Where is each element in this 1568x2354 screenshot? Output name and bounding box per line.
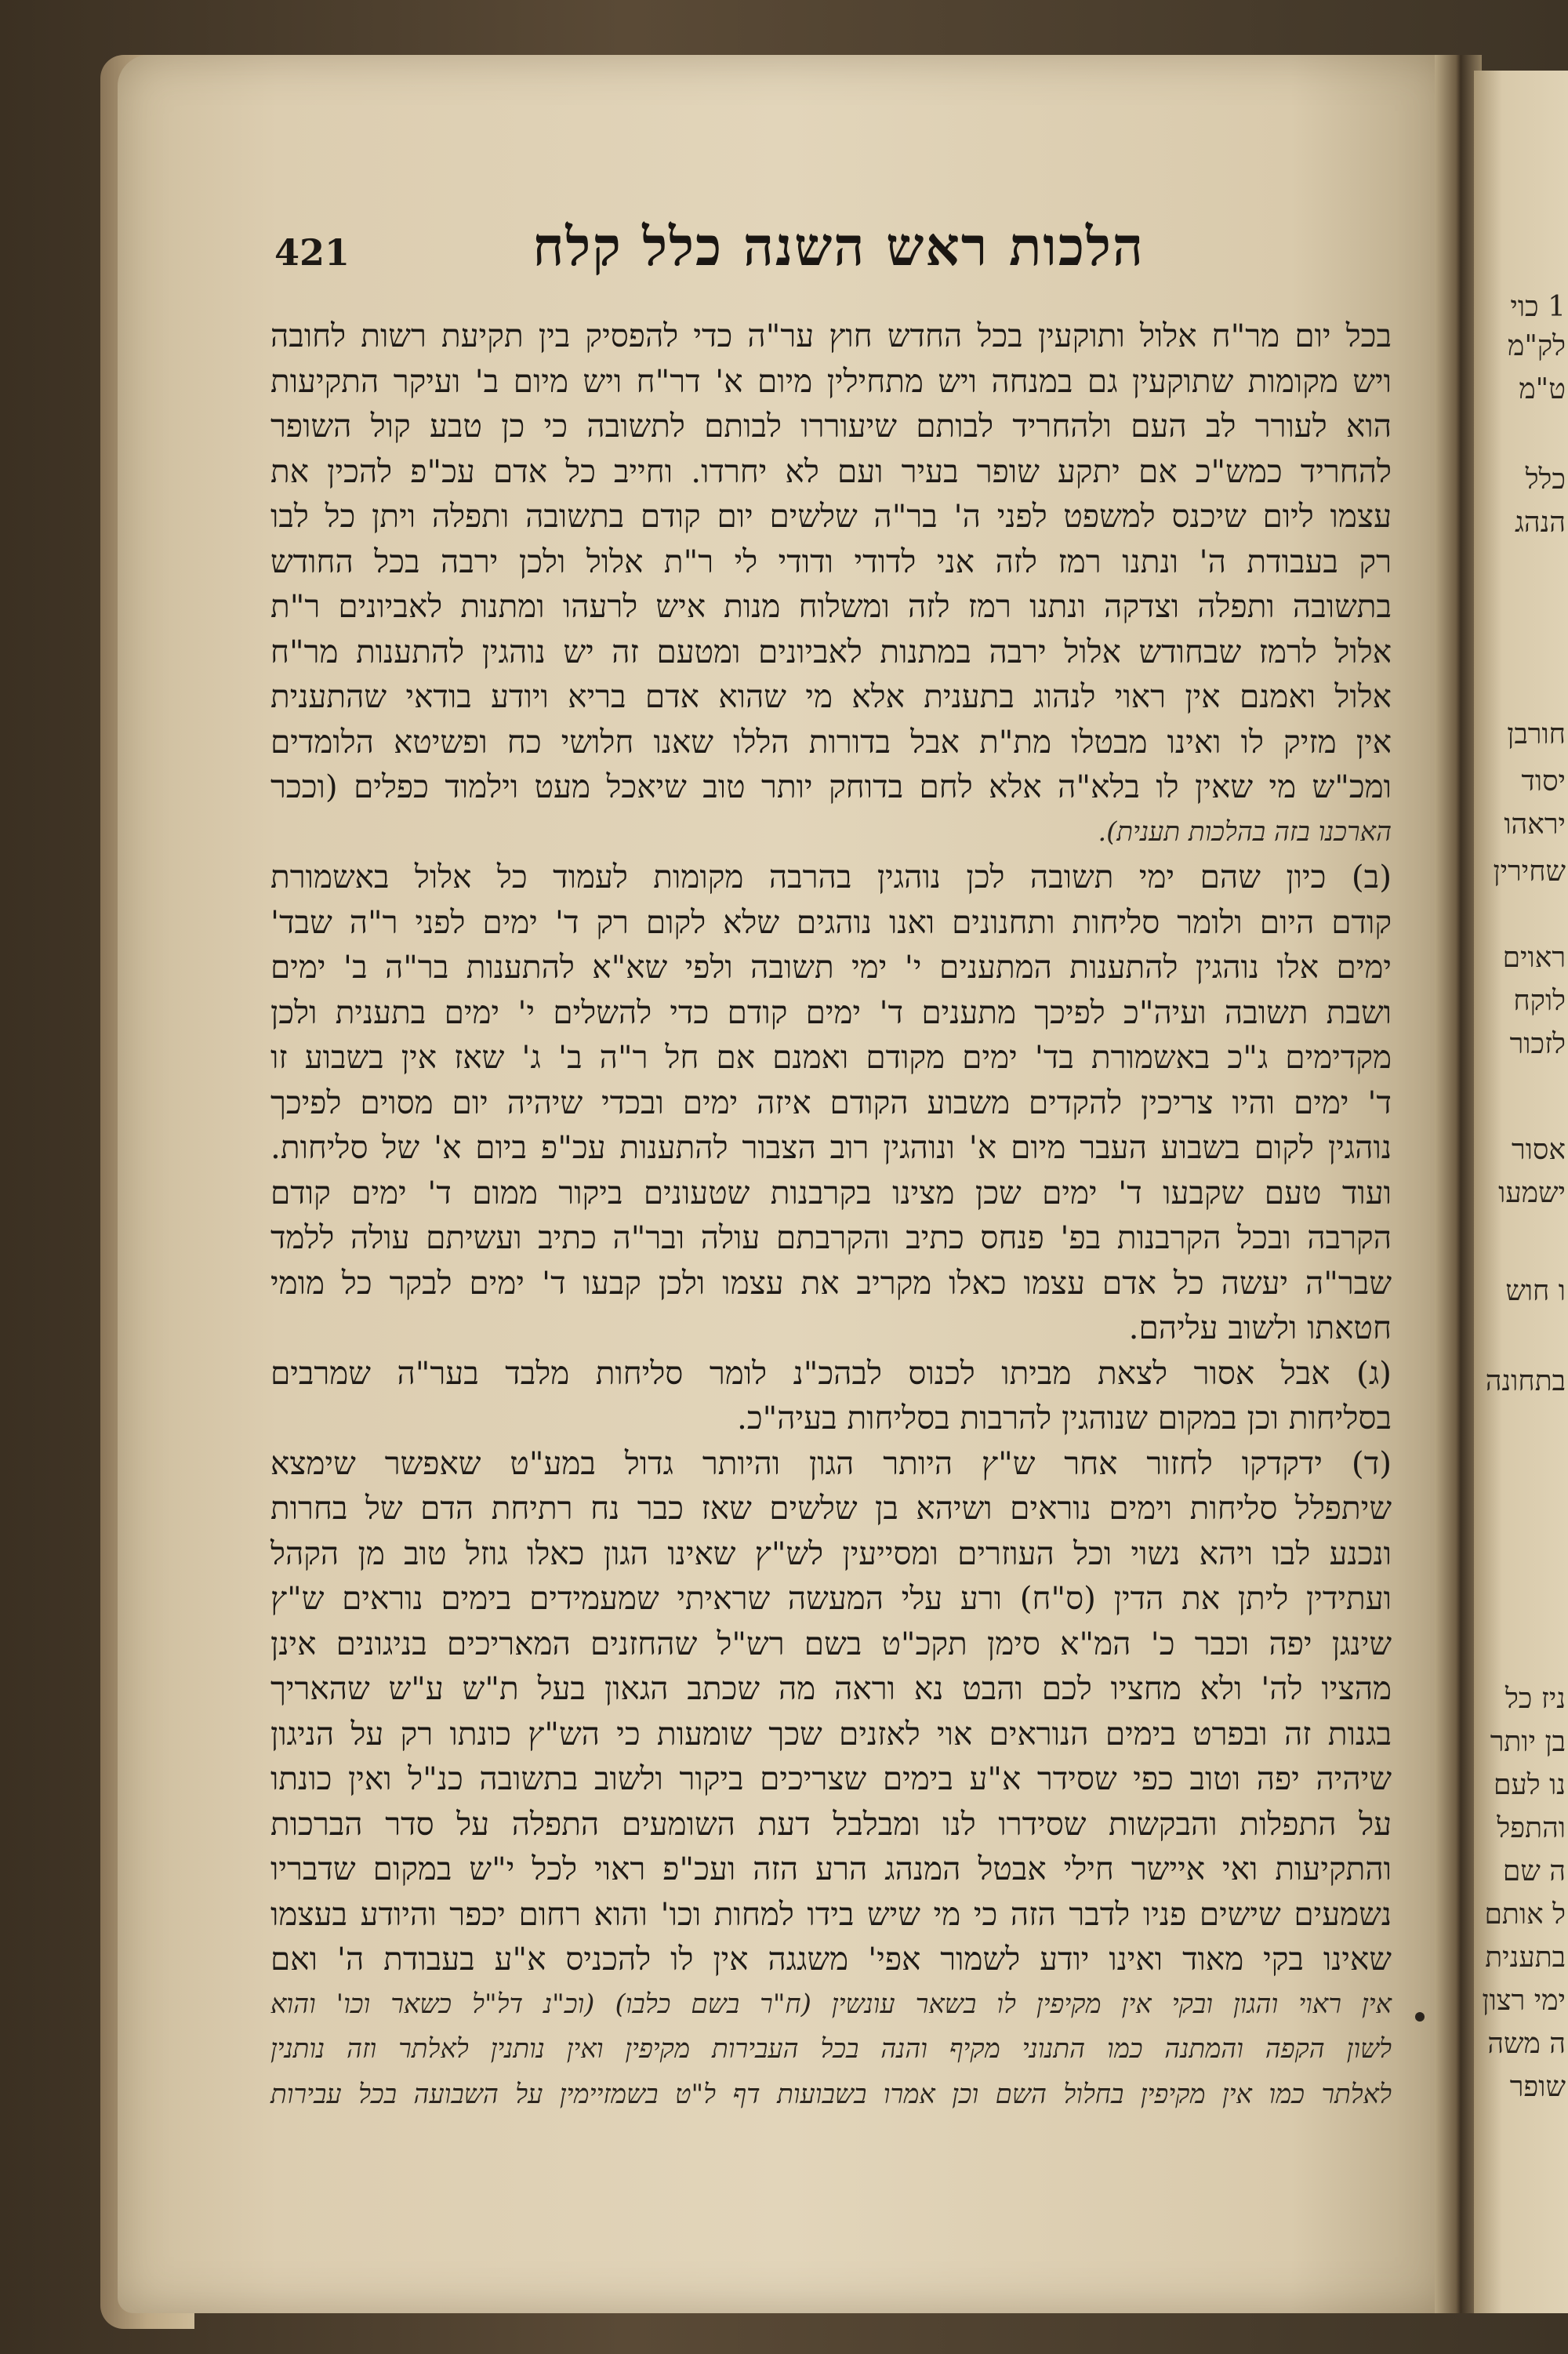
text-line: ויש מקומות שתוקעין גם במנחה ויש מתחילין מיום א' דר"ח ויש מיום ב' ועיקר התקיעות xyxy=(270,361,1392,400)
text-line: אלול ואמנם אין ראוי לנהוג בתענית אלא מי שהוא אדם בריא ויודע בודאי שהתענית xyxy=(270,678,1392,715)
next-page-fragment: והתפל xyxy=(1497,1812,1566,1844)
text-line: ושבת תשובה ועיה"כ לפיכך מתענים ד' ימים קודם כדי להשלים י' ימים בתענית ולכן xyxy=(270,993,1392,1031)
next-page-text xyxy=(1482,274,1566,2235)
text-line: לאלתר כמו אין מקיפין בחלול השם וכן אמרו בשבועות דף ל"ט בשמזיימין על השבועה בכל עבירות xyxy=(270,2078,1392,2110)
text-line: חטאתו ולשוב עליהם. xyxy=(1128,1309,1392,1346)
next-page-fragment: ו חוש xyxy=(1505,1275,1566,1307)
next-page-fragment: ט"מ xyxy=(1519,373,1566,405)
text-line: ונכנע לבו ויהא נשוי וכל העוזרים ומסייעין לש"ץ שאינו הגון כאלו גוזל טוב מן הקהל xyxy=(270,1534,1392,1572)
next-page-fragment: יראהו xyxy=(1504,808,1566,841)
next-page-fragment: בן יותר xyxy=(1490,1726,1566,1758)
margin-bullet xyxy=(1415,2012,1425,2022)
text-line: בכל יום מר"ח אלול ותוקעין בכל החדש חוץ ער"ה כדי להפסיק בין תקיעת רשות לחובה xyxy=(270,317,1392,354)
next-page-fragment: 1 כוי xyxy=(1510,291,1566,323)
next-page-fragment: ל אותם xyxy=(1484,1898,1566,1931)
next-page-fragment: הנהג xyxy=(1514,507,1566,539)
next-page-fragment: לזכור xyxy=(1509,1028,1566,1060)
running-title: הלכות ראש השנה כלל קלח xyxy=(532,216,1145,278)
next-page-fragment: לק"מ xyxy=(1507,330,1566,362)
text-line: שיתפלל סליחות וימים נוראים ושיהא בן שלשים שאז כבר נח רתיחת הדם של בחרות xyxy=(270,1489,1392,1527)
text-line: ומכ"ש מי שאין לו בלא"ה אלא לחם בדוחק יותר טוב שיאכל מעט וילמוד כפלים (וככר xyxy=(270,768,1392,805)
next-page-fragment: אסור xyxy=(1512,1134,1566,1166)
text-line: להחריד כמש"כ אם יתקע שופר בעיר ועם לא יחרדו. וחייב כל אדם עכ"פ להכין את xyxy=(270,452,1392,490)
text-line: ועוד טעם שקבעו ד' ימים שכן מצינו בקרבנות שטעונים ביקור ממום ד' ימים קודם xyxy=(270,1173,1392,1212)
next-page-fragment: ימי רצון xyxy=(1482,1985,1566,2017)
page-header xyxy=(259,216,1403,286)
text-line: שינגן יפה וכבר כ' המ"א סימן תקכ"ט בשם רש"ל שהחזנים המאריכים בניגונים אינן xyxy=(270,1624,1392,1662)
text-line: (ג) אבל אסור לצאת מביתו לכנוס לבהכ"נ לומר סליחות מלבד בער"ה שמרבים xyxy=(270,1353,1392,1392)
text-line: רק בעבודת ה' ונתנו רמז לזה אני לדודי ודודי לי ר"ת אלול ולכן ירבה בכל החודש xyxy=(270,542,1392,580)
text-line: ימים אלו נוהגין להתענות המתענים י' ימי תשובה ולפי שא"א להתענות בר"ה ב' ימים xyxy=(270,948,1392,986)
next-page-fragment: שחירין xyxy=(1493,856,1566,888)
text-line: ועתידין ליתן את הדין (ס"ח) ורע עלי המעשה שראיתי שמעמידים בימים נוראים ש"ץ xyxy=(270,1579,1392,1617)
next-page-fragment: לוקח xyxy=(1513,985,1566,1017)
text-line: אלול לרמז שבחודש אלול ירבה במתנות לאביונים ומטעם זה יש נוהגין להתענות מר"ח xyxy=(270,632,1392,670)
text-line: הקרבה ובכל הקרבנות בפ' פנחס כתיב והקרבתם עולה ובר"ה כתיב ועשיתם עולה ללמד xyxy=(270,1219,1392,1256)
text-line: בסליחות וכן במקום שנוהגין להרבות בסליחות בעיה"כ. xyxy=(736,1399,1392,1437)
next-page-fragment: בתחונה xyxy=(1485,1365,1566,1397)
text-line: שבר"ה יעשה כל אדם עצמו כאלו מקריב את עצמו ולכן קבעו ד' ימים לבקר כל מומי xyxy=(270,1263,1392,1302)
next-page-fragment: יסוד xyxy=(1521,765,1566,797)
text-line: לשון הקפה והמתנה כמו התנוני מקיף והנה בכל העבירות מקיפין ואין נותנין לאלתר וזה נותנין xyxy=(270,2033,1392,2065)
text-line: שאינו בקי מאוד ואינו יודע לשמור אפי' משגגה אין לו להכניס א"ע בעבודת ה' ואם xyxy=(270,1940,1392,1978)
text-line: (ב) כיון שהם ימי תשובה לכן נוהגין בהרבה מקומות לעמוד כל אלול באשמורת xyxy=(270,858,1392,895)
page-number: 421 xyxy=(274,231,350,274)
text-line: אין ראוי והגון ובקי אין מקיפין לו בשאר עונשין (ח"ר בשם כלבו) (וכ"נ דל"ל כשאר וכו' והוא xyxy=(270,1988,1392,2020)
text-line: אין מזיק לו ואינו מבטלו מת"ת אבל בדורות הללו שאנו חלושי כח ופשיטא הלומדים xyxy=(270,722,1392,761)
text-line: בגנות זה ובפרט בימים הנוראים אוי לאזנים שכך שומעות כי הש"ץ כונתו רק על הניגון xyxy=(270,1714,1392,1753)
next-page-fragment: ניז כל xyxy=(1504,1683,1566,1715)
next-page-fragment: ראוים xyxy=(1502,942,1566,974)
body-text xyxy=(270,314,1392,2180)
text-line: והתקיעות ואי איישר חילי אבטל המנהג הרע הזה ועכ"פ ראוי לכל י"ש במקום שדבריו xyxy=(270,1850,1392,1887)
next-page-fragment: ה משה xyxy=(1487,2028,1566,2060)
text-line: בתשובה ותפלה וצדקה ונתנו רמז לזה ומשלוח מנות איש לרעהו ומתנות לאביונים ר"ת xyxy=(270,587,1392,625)
text-line: מקדימים ג"כ באשמורת בד' ימים מקודם ואמנם אם חל ר"ה ב' ג' שאז אין בשבוע זו xyxy=(270,1038,1392,1076)
next-page-fragment: בתענית xyxy=(1485,1942,1566,1974)
text-line: נשמעים שישים פניו לדבר הזה כי מי שיש בידו למחות וכו' והוא רחום יכפר והיודע בעצמו xyxy=(270,1894,1392,1933)
text-line: שיהיה יפה וטוב כפי שסידר א"ע בימים שצריכים ביקור ולשוב בתשובה כנ"ל ואין כונתו xyxy=(270,1760,1392,1797)
text-line: מהציו לה' ולא מחציו לכם והבט נא וראה מה שכתב הגאון בעל ת"ש ע"ש שהאריך xyxy=(270,1669,1392,1707)
text-line: (ד) ידקדקו לחזור אחר ש"ץ היותר הגון והיותר גדול במע"ט שאפשר שימצא xyxy=(270,1444,1392,1482)
text-line: נוהגין לקום בשבוע העבר מיום א' ונוהגין רוב הצבור להתענות עכ"פ ביום א' של סליחות. xyxy=(270,1128,1392,1166)
text-line: ד' ימים והיו צריכין להקדים משבוע הקודם איזה ימים ובכדי שיהיה יום מסוים לפיכך xyxy=(270,1083,1392,1121)
next-page-fragment: ישמעו xyxy=(1498,1177,1566,1209)
text-line: על התפלות והבקשות שסידרו לנו ומבלבל דעת השומעים התפלה על סדר הברכות xyxy=(270,1804,1392,1843)
next-page-fragment: נו לעם xyxy=(1493,1769,1566,1801)
text-line: הוא לעורר לב העם ולהחריד לבותם שיעוררו לבותם לתשובה כי כן טבע קול השופר xyxy=(270,407,1392,445)
next-page-fragment: חורבן xyxy=(1507,718,1566,750)
text-line: קודם היום ולומר סליחות ותחנונים ואנו נוהגים שלא לקום רק ד' ימים לפני ר"ה שבד' xyxy=(270,903,1392,941)
next-page-fragment: כלל xyxy=(1525,463,1566,496)
text-line: עצמו ליום שיכנס למשפט לפני ה' בר"ה שלשים יום קודם בתשובה ותפלה ויתן כל לבו xyxy=(270,497,1392,535)
next-page-fragment: ה שם xyxy=(1502,1855,1566,1887)
next-page-fragment: שופר xyxy=(1509,2071,1566,2103)
text-line: הארכנו בזה בהלכות תענית). xyxy=(1098,816,1392,848)
